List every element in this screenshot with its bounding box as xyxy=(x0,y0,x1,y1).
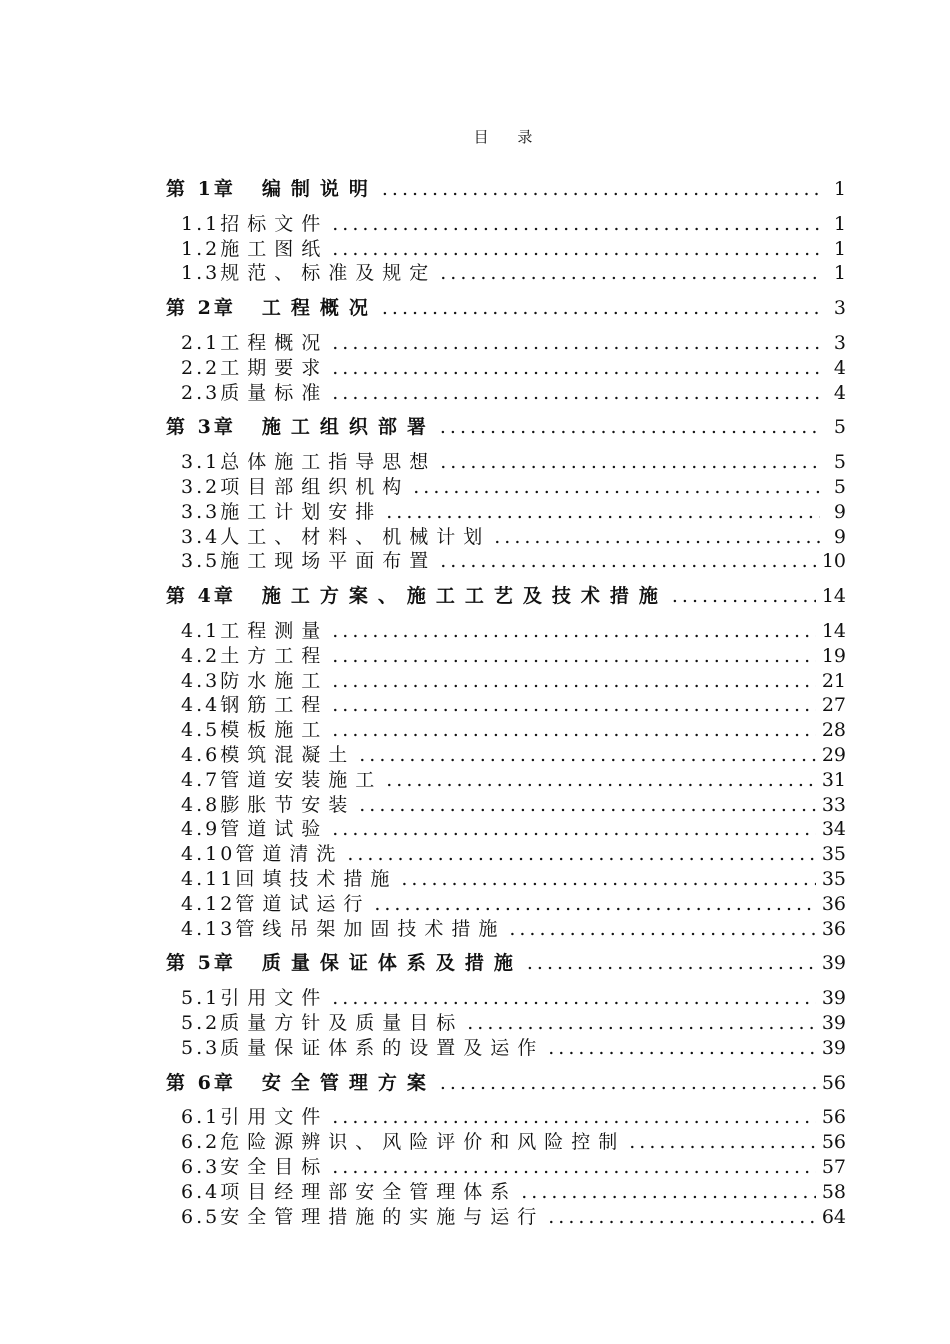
toc-section-entry[interactable] xyxy=(181,1102,846,1129)
entry-number: 4.3 xyxy=(181,669,221,692)
entry-number: 4.10 xyxy=(181,843,236,866)
entry-label: 管道安装施工 xyxy=(220,768,383,791)
entry-number: 第 5章 xyxy=(166,952,236,975)
entry-page-number: 5 xyxy=(833,451,846,474)
entry-number: 2.2 xyxy=(181,356,221,379)
entry-number: 第 6章 xyxy=(166,1071,236,1094)
dot-leader xyxy=(332,694,816,716)
entry-label: 安全目标 xyxy=(220,1156,329,1178)
entry-number: 第 1章 xyxy=(166,178,236,200)
entry-page-number: 4 xyxy=(833,381,846,404)
toc-section-entry[interactable] xyxy=(181,814,846,841)
entry-page-number: 33 xyxy=(821,793,846,816)
toc-chapter-entry[interactable] xyxy=(166,581,846,608)
entry-label: 安全管理方案 xyxy=(261,1071,436,1094)
entry-label: 工程概况 xyxy=(261,297,378,320)
entry-number: 3.4 xyxy=(181,525,221,548)
entry-number: 1.3 xyxy=(181,262,221,285)
entry-number: 3.5 xyxy=(181,550,221,573)
entry-page-number: 1 xyxy=(833,178,846,200)
entry-page-number: 3 xyxy=(833,332,846,354)
entry-label: 施工方案、施工工艺及技术措施 xyxy=(261,585,668,608)
toc-section-entry[interactable] xyxy=(181,546,846,573)
entry-label: 引用文件 xyxy=(220,987,329,1010)
entry-page-number: 39 xyxy=(821,1036,846,1059)
entry-label: 编制说明 xyxy=(261,178,378,200)
entry-number: 3.3 xyxy=(181,500,221,523)
toc-section-entry[interactable] xyxy=(181,1177,846,1204)
entry-number: 4.2 xyxy=(181,644,221,667)
entry-number: 1.2 xyxy=(181,237,221,260)
entry-page-number: 64 xyxy=(821,1205,846,1228)
toc-section-entry[interactable] xyxy=(181,1033,846,1060)
entry-label: 管道试验 xyxy=(220,818,329,841)
entry-page-number: 19 xyxy=(821,644,846,667)
entry-page-number: 56 xyxy=(821,1106,846,1129)
dot-leader xyxy=(527,952,816,974)
entry-number: 4.4 xyxy=(181,694,221,717)
dot-leader xyxy=(332,818,816,840)
toc-section-entry[interactable] xyxy=(181,1008,846,1035)
entry-page-number: 36 xyxy=(821,892,846,915)
entry-page-number: 28 xyxy=(821,719,846,742)
toc-section-entry[interactable] xyxy=(181,447,846,474)
entry-number: 第 2章 xyxy=(166,297,236,320)
entry-number: 4.9 xyxy=(181,818,221,841)
toc-section-entry[interactable] xyxy=(181,328,846,355)
dot-leader xyxy=(347,843,815,865)
entry-number: 2.3 xyxy=(181,381,221,404)
toc-section-entry[interactable] xyxy=(181,497,846,524)
entry-label: 管道清洗 xyxy=(235,843,344,866)
entry-page-number: 39 xyxy=(821,1012,846,1034)
dot-leader xyxy=(521,1181,816,1203)
entry-page-number: 5 xyxy=(833,476,846,498)
entry-number: 3.1 xyxy=(181,451,221,474)
entry-label: 人工、材料、机械计划 xyxy=(220,525,491,548)
toc-section-entry[interactable] xyxy=(181,353,846,380)
toc-section-entry[interactable] xyxy=(181,790,846,817)
dot-leader xyxy=(359,744,816,766)
entry-page-number: 4 xyxy=(833,356,846,379)
dot-leader xyxy=(440,550,816,572)
dot-leader xyxy=(332,357,820,379)
toc-section-entry[interactable] xyxy=(181,765,846,792)
dot-leader xyxy=(332,620,816,642)
entry-page-number: 35 xyxy=(821,868,846,890)
dot-leader xyxy=(494,526,820,548)
entry-page-number: 1 xyxy=(833,262,846,285)
entry-label: 质量方针及质量目标 xyxy=(220,1012,464,1034)
dot-leader xyxy=(548,1206,816,1228)
dot-leader xyxy=(359,794,816,816)
entry-page-number: 9 xyxy=(833,500,846,523)
dot-leader xyxy=(374,893,815,915)
entry-label: 质量保证体系及措施 xyxy=(261,952,523,975)
toc-section-entry[interactable] xyxy=(181,914,846,941)
entry-page-number: 21 xyxy=(821,669,846,692)
entry-label: 施工计划安排 xyxy=(220,500,383,523)
dot-leader xyxy=(413,476,820,498)
entry-page-number: 56 xyxy=(821,1071,846,1094)
dot-leader xyxy=(440,451,820,473)
dot-leader xyxy=(332,1106,816,1128)
entry-number: 4.11 xyxy=(181,868,236,890)
entry-page-number: 36 xyxy=(821,917,846,940)
dot-leader xyxy=(332,645,816,667)
toc-section-entry[interactable] xyxy=(181,234,846,261)
entry-label: 钢筋工程 xyxy=(220,694,329,717)
dot-leader xyxy=(382,297,820,319)
entry-label: 防水施工 xyxy=(220,669,329,692)
entry-page-number: 35 xyxy=(821,843,846,866)
entry-label: 安全管理措施的实施与运行 xyxy=(220,1205,545,1228)
entry-label: 招标文件 xyxy=(220,212,329,235)
entry-label: 施工图纸 xyxy=(220,237,329,260)
entry-label: 质量保证体系的设置及运作 xyxy=(220,1036,545,1059)
dot-leader xyxy=(440,262,820,284)
entry-number: 6.2 xyxy=(181,1131,221,1154)
entry-number: 1.1 xyxy=(181,212,221,235)
toc-section-entry[interactable] xyxy=(181,378,846,405)
entry-label: 危险源辨识、风险评价和风险控制 xyxy=(220,1131,626,1154)
entry-number: 6.3 xyxy=(181,1156,221,1178)
dot-leader xyxy=(386,501,820,523)
toc-chapter-entry[interactable] xyxy=(166,412,846,439)
dot-leader xyxy=(332,1156,816,1178)
toc-section-entry[interactable] xyxy=(181,864,846,891)
dot-leader xyxy=(467,1012,816,1034)
toc-chapter-entry[interactable] xyxy=(166,174,846,201)
entry-label: 项目部组织机构 xyxy=(220,476,410,498)
entry-label: 施工组织部署 xyxy=(261,416,436,439)
dot-leader xyxy=(332,719,816,741)
entry-label: 土方工程 xyxy=(220,644,329,667)
entry-number: 4.6 xyxy=(181,744,221,766)
toc-title: 目 录 xyxy=(473,128,545,146)
entry-page-number: 39 xyxy=(821,987,846,1010)
dot-leader xyxy=(548,1037,816,1059)
dot-leader xyxy=(332,382,820,404)
toc-section-entry[interactable] xyxy=(181,209,846,236)
entry-number: 4.8 xyxy=(181,793,221,816)
entry-number: 4.13 xyxy=(181,917,236,940)
entry-page-number: 39 xyxy=(821,952,846,975)
dot-leader xyxy=(382,178,820,200)
toc-chapter-entry[interactable] xyxy=(166,1068,846,1095)
entry-label: 管道试运行 xyxy=(235,892,371,915)
entry-label: 总体施工指导思想 xyxy=(220,451,437,474)
entry-number: 4.12 xyxy=(181,892,236,915)
toc-section-entry[interactable] xyxy=(181,983,846,1010)
toc-chapter-entry[interactable] xyxy=(166,293,846,320)
toc-section-entry[interactable] xyxy=(181,715,846,742)
entry-label: 规范、标准及规定 xyxy=(220,262,437,285)
entry-page-number: 3 xyxy=(833,297,846,320)
entry-number: 第 4章 xyxy=(166,585,236,608)
dot-leader xyxy=(509,918,815,940)
toc-section-entry[interactable] xyxy=(181,258,846,285)
toc-section-entry[interactable] xyxy=(181,1152,846,1179)
entry-number: 5.3 xyxy=(181,1036,221,1059)
dot-leader xyxy=(332,987,816,1009)
toc-section-entry[interactable] xyxy=(181,1127,846,1154)
entry-number: 6.4 xyxy=(181,1180,221,1203)
entry-page-number: 34 xyxy=(821,818,846,841)
entry-number: 4.7 xyxy=(181,768,221,791)
entry-label: 工程概况 xyxy=(220,332,329,354)
entry-page-number: 27 xyxy=(821,694,846,717)
entry-label: 施工现场平面布置 xyxy=(220,550,437,573)
entry-page-number: 31 xyxy=(821,768,846,791)
entry-number: 5.2 xyxy=(181,1012,221,1034)
dot-leader xyxy=(386,769,816,791)
entry-number: 4.1 xyxy=(181,620,221,642)
entry-label: 引用文件 xyxy=(220,1106,329,1129)
entry-number: 3.2 xyxy=(181,476,221,498)
toc-section-entry[interactable] xyxy=(181,666,846,693)
entry-label: 工期要求 xyxy=(220,356,329,379)
entry-page-number: 1 xyxy=(833,237,846,260)
toc-section-entry[interactable] xyxy=(181,1202,846,1229)
toc-section-entry[interactable] xyxy=(181,522,846,549)
entry-page-number: 10 xyxy=(821,550,846,573)
entry-page-number: 57 xyxy=(821,1156,846,1178)
toc-chapter-entry[interactable] xyxy=(166,948,846,975)
toc-section-entry[interactable] xyxy=(181,740,846,767)
entry-number: 第 3章 xyxy=(166,416,236,439)
dot-leader xyxy=(332,332,820,354)
toc-section-entry[interactable] xyxy=(181,641,846,668)
entry-label: 项目经理部安全管理体系 xyxy=(220,1180,518,1203)
entry-label: 质量标准 xyxy=(220,381,329,404)
dot-leader xyxy=(440,416,820,438)
entry-label: 膨胀节安装 xyxy=(220,793,356,816)
dot-leader xyxy=(401,868,815,890)
toc-section-entry[interactable] xyxy=(181,472,846,499)
entry-label: 模筑混凝土 xyxy=(220,744,356,766)
entry-label: 管线吊架加固技术措施 xyxy=(235,917,506,940)
dot-leader xyxy=(629,1131,816,1153)
toc-section-entry[interactable] xyxy=(181,690,846,717)
entry-number: 5.1 xyxy=(181,987,221,1010)
entry-page-number: 9 xyxy=(833,525,846,548)
entry-page-number: 14 xyxy=(821,620,846,642)
dot-leader xyxy=(672,585,816,607)
dot-leader xyxy=(332,213,820,235)
entry-number: 2.1 xyxy=(181,332,221,354)
entry-page-number: 5 xyxy=(833,416,846,439)
toc-section-entry[interactable] xyxy=(181,839,846,866)
entry-number: 6.5 xyxy=(181,1205,221,1228)
entry-number: 4.5 xyxy=(181,719,221,742)
toc-section-entry[interactable] xyxy=(181,616,846,643)
entry-page-number: 1 xyxy=(833,212,846,235)
dot-leader xyxy=(332,238,820,260)
dot-leader xyxy=(440,1072,816,1094)
entry-page-number: 58 xyxy=(821,1180,846,1203)
entry-label: 回填技术措施 xyxy=(235,868,398,890)
entry-label: 工程测量 xyxy=(220,620,329,642)
entry-label: 模板施工 xyxy=(220,719,329,742)
entry-page-number: 56 xyxy=(821,1131,846,1154)
entry-page-number: 29 xyxy=(821,744,846,766)
entry-page-number: 14 xyxy=(821,585,846,608)
dot-leader xyxy=(332,670,816,692)
entry-number: 6.1 xyxy=(181,1106,221,1129)
toc-section-entry[interactable] xyxy=(181,889,846,916)
